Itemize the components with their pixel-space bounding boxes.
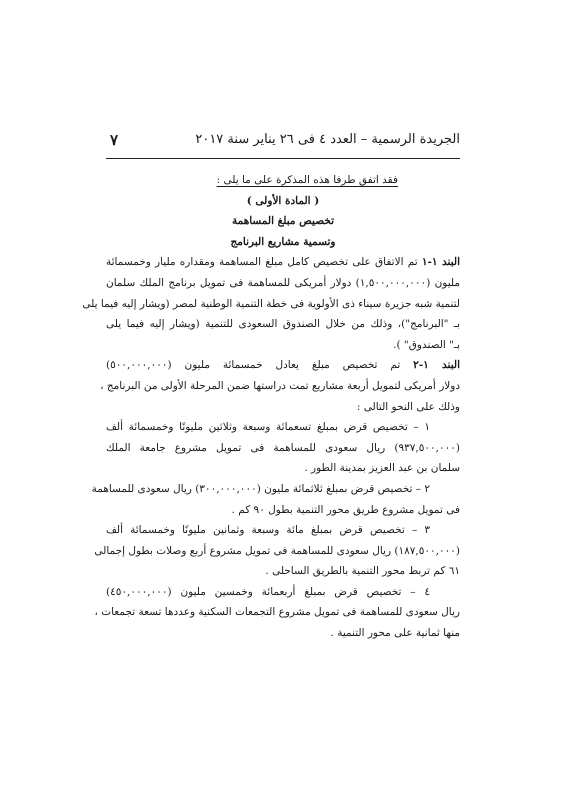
item-1-line-2: (٩٣٧,٥٠٠,٠٠٠) ريال سعودى للمساهمة فى تمويل مشروع جامعة الملك <box>106 441 460 454</box>
page-number: ٧ <box>110 131 119 149</box>
clause-1-line-2: مليون (١,٥٠٠,٠٠٠,٠٠٠) دولار أمريكى للمساهمة فى تمويل برنامج الملك سلمان <box>106 276 460 289</box>
item-4-line-3: منها ثمانية على محور التنمية . <box>330 627 460 640</box>
item-1-line-3: سلمان بن عبد العزيز بمدينة الطور . <box>304 462 460 475</box>
item-3-line-3: ٦١ كم تربط محور التنمية بالطريق الساحلى . <box>265 565 460 578</box>
page-header <box>106 132 460 154</box>
item-3-line-1: ٣ – تخصيص قرض بمبلغ مائة وسبعة وثمانين مليونًا وخمسمائة ألف <box>106 524 430 537</box>
header-divider <box>106 158 460 159</box>
clause-1-line-4: بـ "البرنامج")، وذلك من خلال الصندوق السعودى للتنمية (ويشار إليه فيما يلى <box>106 318 460 331</box>
subheading-projects: وتسمية مشاريع البرنامج <box>230 235 336 248</box>
item-2-line-2: فى تمويل مشروع طريق محور التنمية بطول ٩٠ كم . <box>231 503 460 516</box>
page-body <box>82 170 460 644</box>
item-4-line-1: ٤ – تخصيص قرض بمبلغ أربعمائة وخمسين مليون (٤٥٠,٠٠٠,٠٠٠) <box>106 585 430 598</box>
item-4-line-2: ريال سعودى للمساهمة فى تمويل مشروع التجمعات السكنية وعددها تسعة تجمعات ، <box>94 606 460 619</box>
clause-2-line-2: دولار أمريكى لتمويل أربعة مشاريع تمت دراستها ضمن المرحلة الأولى من البرنامج ، <box>100 379 460 392</box>
clause-1-line-5: بـ" الصندوق" ). <box>393 338 460 351</box>
item-2-line-1: ٢ – تخصيص قرض بمبلغ ثلاثمائة مليون (٣٠٠,٠٠٠,٠٠٠) ريال سعودى للمساهمة <box>91 482 430 495</box>
item-1-line-1: ١ – تخصيص قرض بمبلغ تسعمائة وسبعة وثلاثين مليونًا وخمسمائة ألف <box>106 421 430 434</box>
intro-text: فقد اتفق طرفا هذه المذكرة على ما يلى : <box>216 174 398 186</box>
clause-1-label: البند ١-١ <box>421 256 460 269</box>
subheading-allocation: تخصيص مبلغ المساهمة <box>232 215 334 228</box>
header-title: الجريدة الرسمية – العدد ٤ فى ٢٦ يناير سنة ٢٠١٧ <box>195 132 460 147</box>
clause-2-line-3: وذلك على النحو التالى : <box>356 400 460 413</box>
clause-2-label: البند ١-٢ <box>413 359 460 372</box>
clause-2-line-1: البند ١-٢ تم تخصيص مبلغ يعادل خمسمائة مليون (٥٠٠,٠٠٠,٠٠٠) <box>106 359 460 372</box>
item-3-line-2: (١٨٧,٥٠٠,٠٠٠) ريال سعودى للمساهمة فى تمويل مشروع أربع وصلات بطول إجمالى <box>94 544 460 557</box>
article-title: ( المادة الأولى ) <box>246 194 320 207</box>
clause-1-line-1: البند ١-١ تم الاتفاق على تخصيص كامل مبلغ المساهمة ومقداره مليار وخمسمائة <box>106 256 460 269</box>
clause-1-line-3: لتنمية شبه جزيرة سيناء ذى الأولوية فى خطة التنمية الوطنية لمصر (ويشار إليه فيما يلى <box>82 297 460 310</box>
